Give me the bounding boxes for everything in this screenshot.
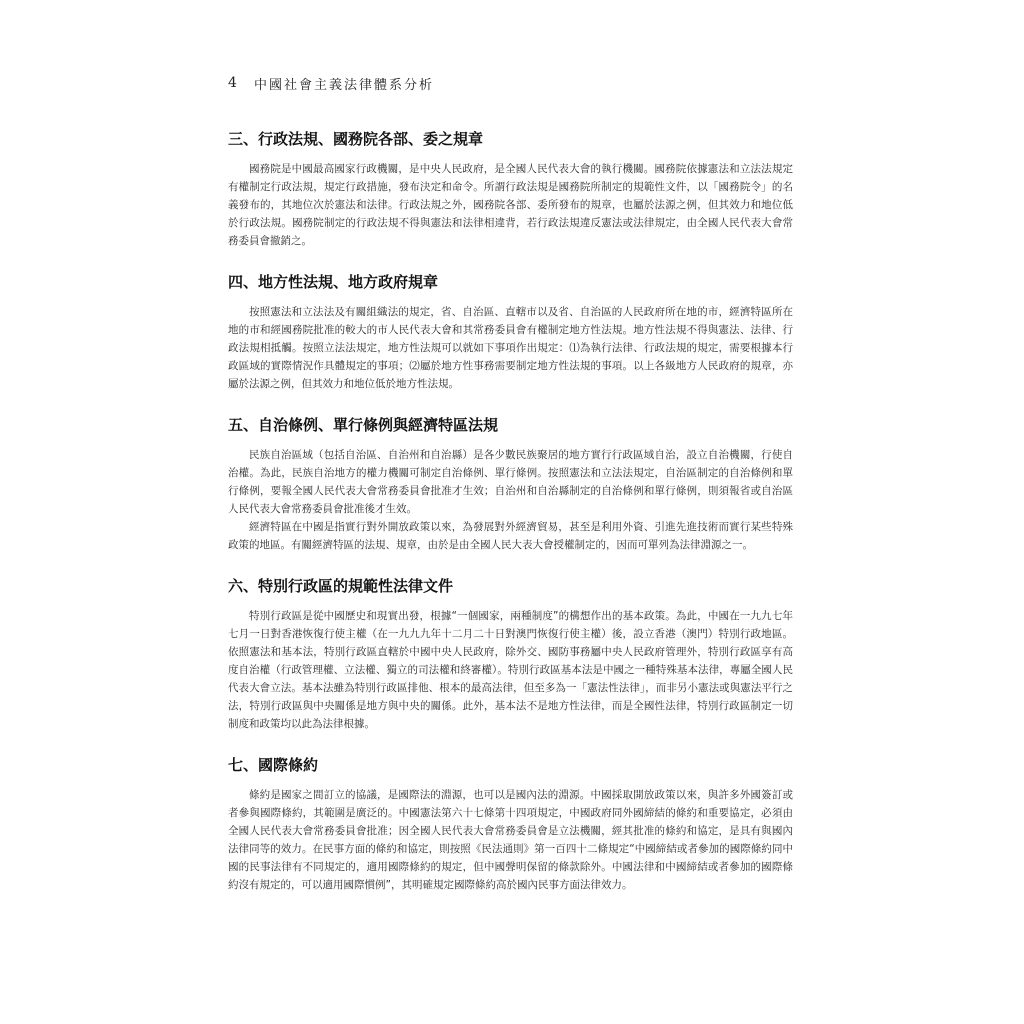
book-title: 中國社會主義法律體系分析 xyxy=(254,77,435,93)
paragraph: 特別行政區是從中國歷史和現實出發，根據“一個國家，兩種制度”的構想作出的基本政策。為此，中國在一九九七年七月一日對香港恢復行使主權（在一九九九年十二月二十日對澳門恢復行使主權）後，設立香港（澳門）特別行政地區。依照憲法和基本法，特別行政區直轄於中國中央人民政府，除外交、國防事務屬中央人民政府管理外，特別行政區享有高度自治權（行政管理權、立法權、獨立的司法權和終審權）。特別行政區基本法是中國之一種特殊基本法律，專屬全國人民代表大會立法。基本法雖為特別行政區排他、根本的最高法律，但至多為一「憲法性法律」，而非另小憲法或與憲法平行之法，特別行政區與中央關係是地方與中央的關係。此外，基本法不是地方性法律，而是全國性法律，特別行政區制定一切制度和政策均以此為法律根據。 xyxy=(228,610,793,730)
paragraph: 經濟特區在中國是指實行對外開放政策以來，為發展對外經濟貿易，甚至是利用外資、引進先進技術而實行某些特殊政策的地區。有關經濟特區的法規、規章，由於是由全國人民大表大會授權制定的，因而可單列為法律淵源之一。 xyxy=(228,521,793,551)
running-header xyxy=(228,73,434,93)
section-international-treaties xyxy=(228,754,793,894)
section-autonomous-regulations xyxy=(228,414,793,554)
section-special-administrative-region xyxy=(228,575,793,733)
page-body xyxy=(228,128,793,915)
section-heading: 六、特別行政區的規範性法律文件 xyxy=(228,577,454,595)
section-heading: 三、行政法規、國務院各部、委之規章 xyxy=(228,130,484,148)
section-heading: 五、自治條例、單行條例與經濟特區法規 xyxy=(228,416,499,434)
section-heading: 七、國際條約 xyxy=(228,756,319,774)
page-number: 4 xyxy=(228,75,237,91)
paragraph: 條約是國家之間訂立的協議，是國際法的淵源，也可以是國內法的淵源。中國採取開放政策以來，與許多外國簽訂或者參與國際條約，其範圍是廣泛的。中國憲法第六十七條第十四項規定，中國政府同外國締結的條約和重要協定，必須由全國人民代表大會常務委員會批准；因全國人民代表大會常務委員會是立法機關，經其批准的條約和協定，是具有與國內法律同等的效力。在民事方面的條約和協定，則按照《民法通則》第一百四十二條規定“中國締結或者參加的國際條約同中國的民事法律有不同規定的，適用國際條約的規定，但中國聲明保留的條款除外。中國法律和中國締結或者參加的國際條約沒有規定的，可以適用國際慣例”，其明確規定國際條約高於國內民事方面法律效力。 xyxy=(228,789,793,891)
paragraph: 國務院是中國最高國家行政機關，是中央人民政府，是全國人民代表大會的執行機關。國務院依據憲法和立法法規定有權制定行政法規，規定行政措施，發布決定和命令。所謂行政法規是國務院所制定的規範性文件，以「國務院令」的名義發布的，其地位次於憲法和法律。行政法規之外，國務院各部、委所發布的規章，也屬於法源之例，但其效力和地位低於行政法規。國務院制定的行政法規不得與憲法和法律相違背，若行政法規違反憲法或法律規定，由全國人民代表大會常務委員會撤銷之。 xyxy=(228,163,793,247)
paragraph: 民族自治區域（包括自治區、自治州和自治縣）是各少數民族聚居的地方實行行政區域自治，設立自治機關，行使自治權。為此，民族自治地方的權力機關可制定自治條例、單行條例。按照憲法和立法法規定，自治區制定的自治條例和單行條例，要報全國人民代表大會常務委員會批准才生效；自治州和自治縣制定的自治條例和單行條例，則須報省或自治區人民代表大會常務委員會批准後才生效。 xyxy=(228,449,793,515)
paragraph: 按照憲法和立法法及有關組織法的規定，省、自治區、直轄市以及省、自治區的人民政府所在地的市，經濟特區所在地的市和經國務院批准的較大的市人民代表大會和其常務委員會有權制定地方性法規。地方性法規不得與憲法、法律、行政法規相抵觸。按照立法法規定，地方性法規可以就如下事項作出規定：⑴為執行法律、行政法規的規定，需要根據本行政區域的實際情況作具體規定的事項；⑵屬於地方性事務需要制定地方性法規的事項。以上各級地方人民政府的規章，亦屬於法源之例，但其效力和地位低於地方性法規。 xyxy=(228,306,793,390)
section-heading: 四、地方性法規、地方政府規章 xyxy=(228,273,439,291)
section-local-regulations xyxy=(228,271,793,393)
section-administrative-regulations xyxy=(228,128,793,250)
